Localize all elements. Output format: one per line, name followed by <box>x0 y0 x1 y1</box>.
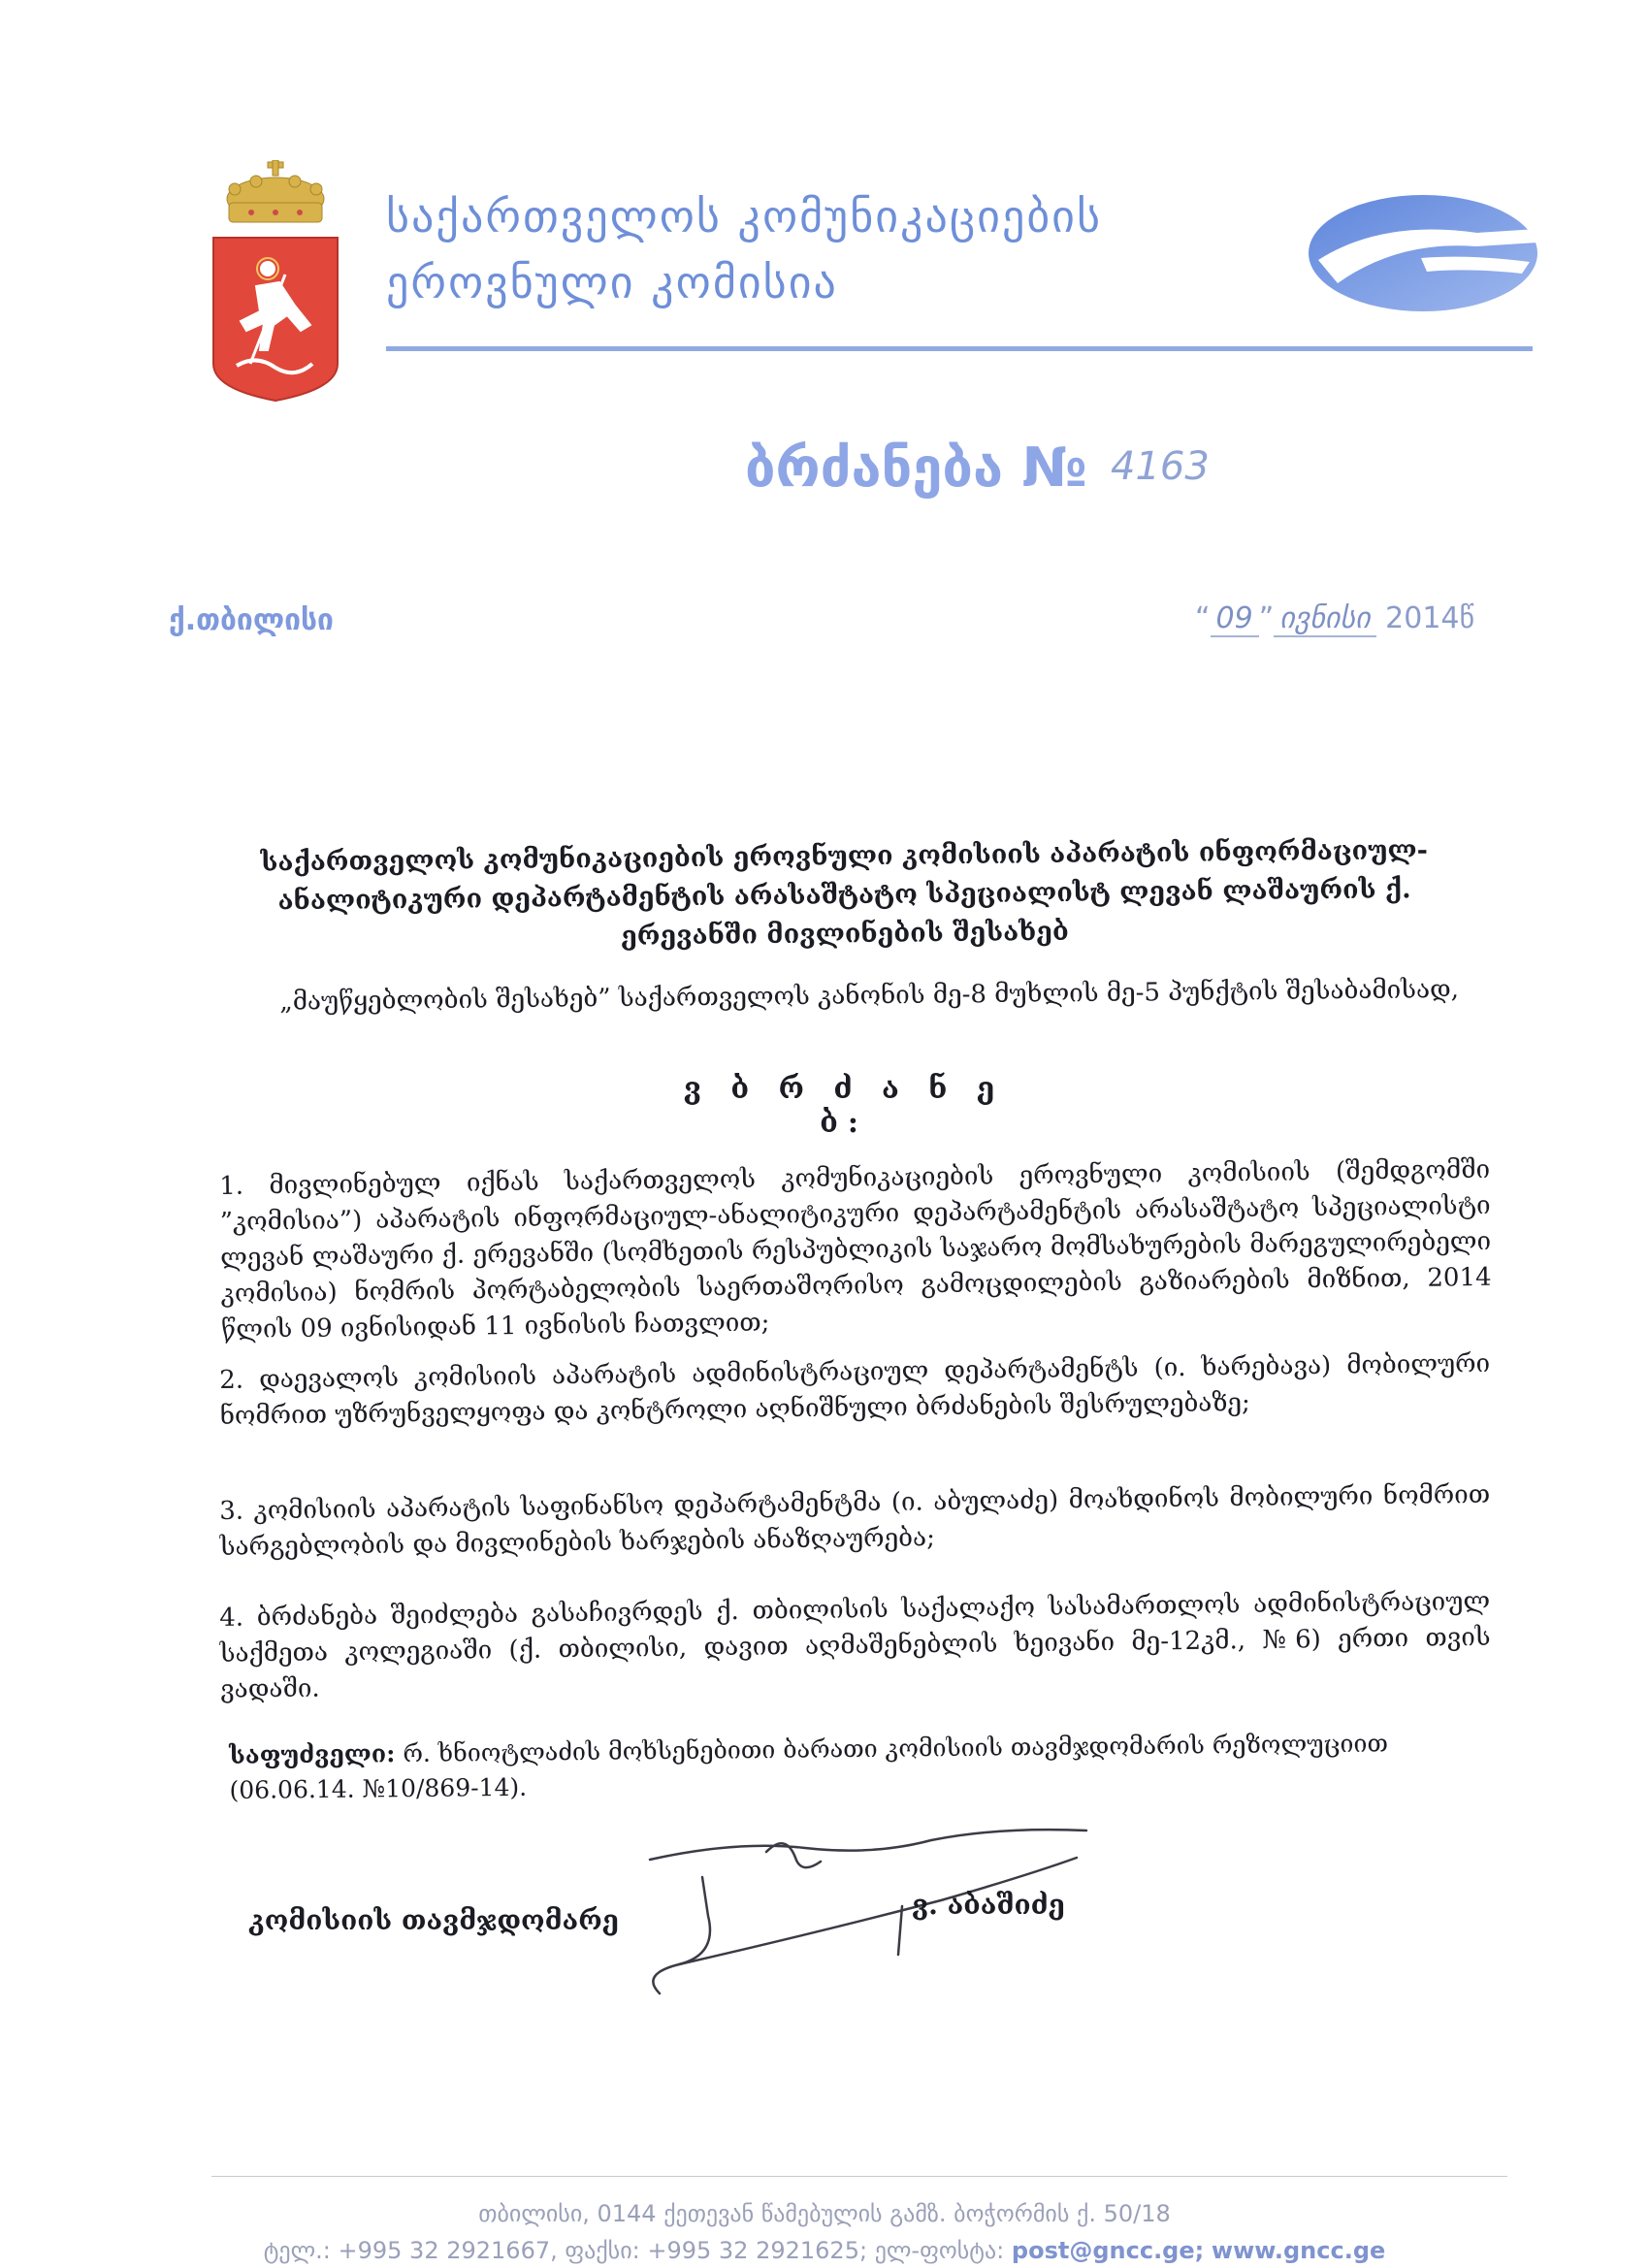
phone-number: +995 32 2921667, <box>338 2237 558 2264</box>
email-link[interactable]: post@gncc.ge; <box>1011 2237 1205 2264</box>
signatory-name: ვ. აბაშიძე <box>912 1889 1065 1921</box>
commission-logo <box>1305 190 1542 316</box>
date-month: ივნისი <box>1274 601 1375 637</box>
issue-date <box>1195 601 1474 637</box>
date-open-quote: “ <box>1195 601 1211 635</box>
organization-name-line-2: ეროვნული კომისია <box>386 256 838 308</box>
date-year: 2014 <box>1385 601 1460 635</box>
date-year-suffix: წ <box>1459 601 1475 635</box>
paragraph-2: 2. დაევალოს კომისიის აპარატის ადმინისტრაციულ დეპარტამენტს (ი. ხარებავა) მობილური ნომრით უზრუნველყოფა და კონტროლი აღნიშნული ბრძანების შესრულებაზე; <box>219 1348 1491 1431</box>
basis-note <box>229 1725 1491 1808</box>
basis-note-text: რ. ხნიოტლაძის მოხსენებითი ბარათი კომისიის თავმჯდომარის რეზოლუციით (06.06.14. №10/869-14). <box>229 1729 1389 1804</box>
place-of-issue: ქ.თბილისი <box>169 603 334 637</box>
header-divider <box>386 346 1533 351</box>
basis-note-label: საფუძველი: <box>229 1739 396 1769</box>
signatory-title: კომისიის თავმჯდომარე <box>248 1904 619 1936</box>
date-day: 09 <box>1211 601 1259 637</box>
paragraph-1: 1. მივლინებულ იქნას საქართველოს კომუნიკაციების ეროვნული კომისიის (შემდგომში ”კომისია”) აპარატის ინფორმაციულ-ანალიტიკური დეპარტამენტის არასაშტატო სპეციალისტი ლევან ლაშაური ქ. ერევანში (სომხეთის რესპუბლიკის საჯარო მომსახურების მარეგულირებელი კომისია) ნომრის პორტაბელობის საერთაშორისო გამოცდილების გაზიარების მიზნით, 2014 წლის 09 ივნისიდან 11 ივნისის ჩათვლით; <box>219 1154 1492 1345</box>
website-link[interactable]: www.gncc.ge <box>1211 2237 1386 2264</box>
order-heading: ვ ბ რ ძ ა ნ ე ბ: <box>683 1072 1005 1140</box>
fax-label: ფაქსი: <box>565 2237 640 2264</box>
email-label: ელ-ფოსტა: <box>874 2237 1005 2264</box>
organization-name-line-1: საქართველოს კომუნიკაციების <box>386 190 1102 243</box>
order-number: 4163 <box>1111 444 1210 489</box>
phone-label: ტელ.: <box>263 2237 331 2264</box>
coat-of-arms-emblem <box>208 160 343 403</box>
paragraph-4: 4. ბრძანება შეიძლება გასაჩივრდეს ქ. თბილისის საქალაქო სასამართლოს ადმინისტრაციულ საქმეთა კოლეგიაში (ქ. თბილისი, დავით აღმაშენებლის ხეივანი მე-12კმ., №6) ერთი თვის ვადაში. <box>219 1586 1491 1704</box>
date-close-quote: ” <box>1258 601 1275 635</box>
footer-address: თბილისი, 0144 ქეთევან წამებულის გამზ. ბოჭორმის ქ. 50/18 <box>478 2200 1171 2227</box>
paragraph-3: 3. კომისიის აპარატის საფინანსო დეპარტამენტმა (ი. აბულაძე) მოახდინოს მობილური ნომრით სარგებლობის და მივლინების ხარჯების ანაზღაურება; <box>219 1479 1491 1562</box>
footer-divider <box>211 2176 1507 2177</box>
fax-number: +995 32 2921625; <box>647 2237 868 2264</box>
order-title: ბრძანება № <box>745 437 1087 500</box>
order-subject: საქართველოს კომუნიკაციების ეროვნული კომისიის აპარატის ინფორმაციულ-ანალიტიკური დეპარტამენტის არასაშტატო სპეციალისტ ლევან ლაშაურის ქ. ერევანში მივლინების შესახებ <box>260 835 1429 952</box>
legal-basis-line: „მაუწყებლობის შესახებ” საქართველოს კანონის მე-8 მუხლის მე-5 პუნქტის შესაბამისად, <box>279 975 1460 1017</box>
footer-contacts <box>0 2237 1649 2264</box>
